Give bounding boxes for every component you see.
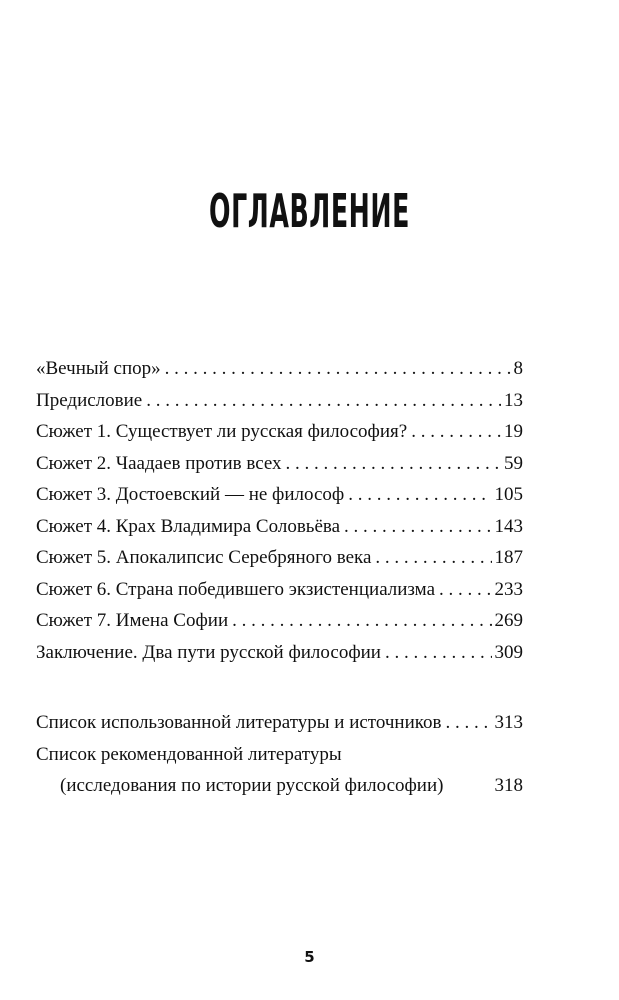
toc-leader-dots xyxy=(232,605,491,637)
toc-entry[interactable] xyxy=(36,739,523,802)
toc-entry-page: 19 xyxy=(504,421,523,442)
toc-entry-subtitle: (исследования по истории русской философии) xyxy=(60,775,444,796)
toc-entry-page: 143 xyxy=(494,515,523,537)
toc-entry-page: 313 xyxy=(494,712,523,733)
toc-entry[interactable] xyxy=(36,448,523,480)
page-title: ОГЛАВЛЕНИЕ xyxy=(209,184,410,238)
toc-leader-dots xyxy=(286,448,501,480)
toc-leader-dots xyxy=(165,353,511,385)
toc-entry-page: 105 xyxy=(494,484,523,505)
toc-entry-page: 59 xyxy=(504,452,523,474)
toc-entry-page: 13 xyxy=(504,389,523,411)
toc-entry[interactable] xyxy=(36,605,523,637)
toc-entry[interactable] xyxy=(36,416,523,448)
toc-entry[interactable] xyxy=(36,707,523,739)
toc-entry[interactable] xyxy=(36,479,523,511)
toc-entry[interactable] xyxy=(36,637,523,669)
toc-entry-page: 233 xyxy=(494,578,523,600)
toc-leader-dots xyxy=(439,574,492,606)
toc-entry-page: 187 xyxy=(494,547,523,568)
toc-entry-title: Сюжет 4. Крах Владимира Соловьёва xyxy=(36,515,341,537)
toc-leader-dots xyxy=(446,707,492,739)
page-number: 5 xyxy=(304,948,315,966)
toc-entry-title: Список рекомендованной литературы xyxy=(36,743,342,765)
toc-entry-title: Сюжет 3. Достоевский — не философ xyxy=(36,484,345,505)
toc-leader-dots xyxy=(344,511,491,543)
toc-entry-title: Сюжет 7. Имена Софии xyxy=(36,610,229,631)
toc-entry-continuation xyxy=(36,770,523,802)
toc-leader-dots xyxy=(385,637,492,669)
toc-entry-title: Сюжет 1. Существует ли русская философия? xyxy=(36,421,408,442)
toc-leader-dots xyxy=(348,479,491,511)
toc-entry[interactable] xyxy=(36,385,523,417)
table-of-contents-appendix xyxy=(36,707,523,802)
toc-entry-title: Сюжет 6. Страна победившего экзистенциализма xyxy=(36,578,435,600)
toc-entry-page: 318 xyxy=(494,775,523,796)
toc-leader-dots xyxy=(375,542,491,574)
toc-entry-page: 8 xyxy=(513,358,523,379)
toc-leader-dots xyxy=(146,385,501,417)
toc-entry-title: «Вечный спор» xyxy=(36,358,161,379)
toc-entry-title: Предисловие xyxy=(36,389,143,411)
toc-entry-page: 269 xyxy=(494,610,523,631)
toc-entry-page: 309 xyxy=(494,641,523,663)
toc-entry-title: Сюжет 5. Апокалипсис Серебряного века xyxy=(36,547,372,568)
toc-entry[interactable] xyxy=(36,511,523,543)
toc-entry[interactable] xyxy=(36,353,523,385)
toc-leader-dots xyxy=(411,416,501,448)
toc-entry-title: Заключение. Два пути русской философии xyxy=(36,641,381,663)
toc-entry[interactable] xyxy=(36,574,523,606)
toc-entry-title: Список использованной литературы и источников xyxy=(36,712,442,733)
toc-entry-title: Сюжет 2. Чаадаев против всех xyxy=(36,452,282,474)
table-of-contents xyxy=(36,353,523,668)
toc-entry[interactable] xyxy=(36,542,523,574)
